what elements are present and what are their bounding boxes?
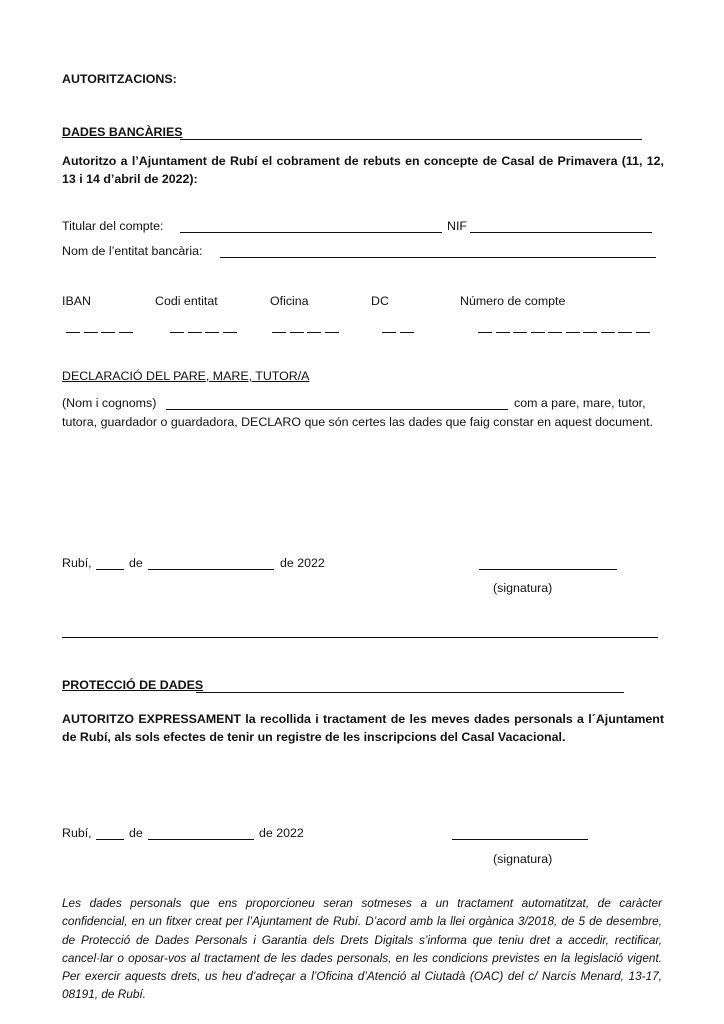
year-label: de 2022 <box>280 556 325 570</box>
bank-authorization-text: Autoritzo a l’Ajuntament de Rubí el cobrament de rebuts en concepte de Casal de Primavera (11, 12, 13 i 14 d’abril de 2022): <box>62 154 664 186</box>
day-field[interactable] <box>96 569 124 570</box>
codi-entitat-slot[interactable] <box>170 332 184 333</box>
name-field[interactable] <box>166 409 508 410</box>
account-holder-label: Titular del compte: <box>62 219 164 233</box>
codi-entitat-slot[interactable] <box>205 332 219 333</box>
heading-rule <box>180 139 642 140</box>
month-field[interactable] <box>148 569 274 570</box>
numero-compte-slot[interactable] <box>478 332 492 333</box>
iban-slot[interactable] <box>101 332 115 333</box>
dc-slot[interactable] <box>382 332 396 333</box>
declaration-text: tutora, guardador o guardadora, DECLARO que són certes las dades que faig constar en aquest document. <box>62 415 653 429</box>
iban-slot[interactable] <box>84 332 98 333</box>
bank-name-field[interactable] <box>220 257 656 258</box>
iban-label: IBAN <box>62 294 91 308</box>
numero-compte-slot[interactable] <box>531 332 545 333</box>
numero-compte-slot[interactable] <box>583 332 597 333</box>
day-field[interactable] <box>96 839 124 840</box>
dc-slot[interactable] <box>400 332 414 333</box>
month-field[interactable] <box>148 839 254 840</box>
codi-entitat-slot[interactable] <box>188 332 202 333</box>
numero-compte-slot[interactable] <box>513 332 527 333</box>
oficina-label: Oficina <box>270 294 309 308</box>
bank-name-label: Nom de l’entitat bancària: <box>62 244 203 258</box>
numero-compte-slot[interactable] <box>636 332 650 333</box>
numero-compte-slot[interactable] <box>566 332 580 333</box>
heading-rule <box>196 692 624 693</box>
signature-field[interactable] <box>452 839 588 840</box>
numero-compte-slot[interactable] <box>496 332 510 333</box>
declaration-text-after-name: com a pare, mare, tutor, <box>514 396 646 410</box>
dc-label: DC <box>371 294 389 308</box>
nif-field[interactable] <box>470 232 652 233</box>
iban-slot[interactable] <box>66 332 80 333</box>
data-protection-heading: PROTECCIÓ DE DADES <box>62 678 204 692</box>
nif-label: NIF <box>447 219 467 233</box>
numero-compte-slot[interactable] <box>618 332 632 333</box>
name-label: (Nom i cognoms) <box>62 396 157 410</box>
signature-field[interactable] <box>479 569 617 570</box>
authorization-emphasis: AUTORITZO EXPRESSAMENT <box>62 712 241 726</box>
place-label: Rubí, <box>62 556 92 570</box>
numero-compte-label: Número de compte <box>460 294 566 308</box>
numero-compte-slot[interactable] <box>548 332 562 333</box>
year-label: de 2022 <box>259 826 304 840</box>
codi-entitat-slot[interactable] <box>223 332 237 333</box>
signature-label: (signatura) <box>493 852 553 866</box>
legal-notice: Les dades personals que ens proporcioneu seran sotmeses a un tractament automatitzat, de caràcter confidencial, en un fitxer creat per l’Ajuntament de Rubí. D’acord amb la llei orgànica 3/2018, de 5 de desembre, de Protecció de Dades Personals i Garantia dels Drets Digitals s’informa que teniu dret a accedir, rectificar, cancel·lar o oposar-vos al tractament de les dades personals, en les condicions previstes en la legislació vigent. Per exercir aquests drets, us heu d’adreçar a l’Oficina d’Atenció al Ciutadà (OAC) del c/ Narcís Menard, 13-17, 08191, de Rubí. <box>62 896 662 1002</box>
oficina-slot[interactable] <box>290 332 304 333</box>
account-holder-field[interactable] <box>180 232 442 233</box>
authorization-text: la recollida i tractament de les meves dades personals a l´Ajuntament de Rubí, als sols efectes de tenir un registre de les inscripcions del Casal Vacacional. <box>62 712 664 744</box>
numero-compte-slot[interactable] <box>601 332 615 333</box>
date-de-label: de <box>129 556 143 570</box>
section-separator <box>62 637 658 638</box>
declaration-heading: DECLARACIÓ DEL PARE, MARE, TUTOR/A <box>62 369 310 383</box>
iban-slot[interactable] <box>119 332 133 333</box>
oficina-slot[interactable] <box>325 332 339 333</box>
document-title: AUTORITZACIONS: <box>62 72 177 86</box>
data-protection-authorization <box>62 710 664 746</box>
place-label: Rubí, <box>62 826 92 840</box>
oficina-slot[interactable] <box>307 332 321 333</box>
bank-section-heading: DADES BANCÀRIES <box>62 125 183 139</box>
codi-entitat-label: Codi entitat <box>155 294 218 308</box>
oficina-slot[interactable] <box>272 332 286 333</box>
date-de-label: de <box>129 826 143 840</box>
signature-label: (signatura) <box>493 581 553 595</box>
